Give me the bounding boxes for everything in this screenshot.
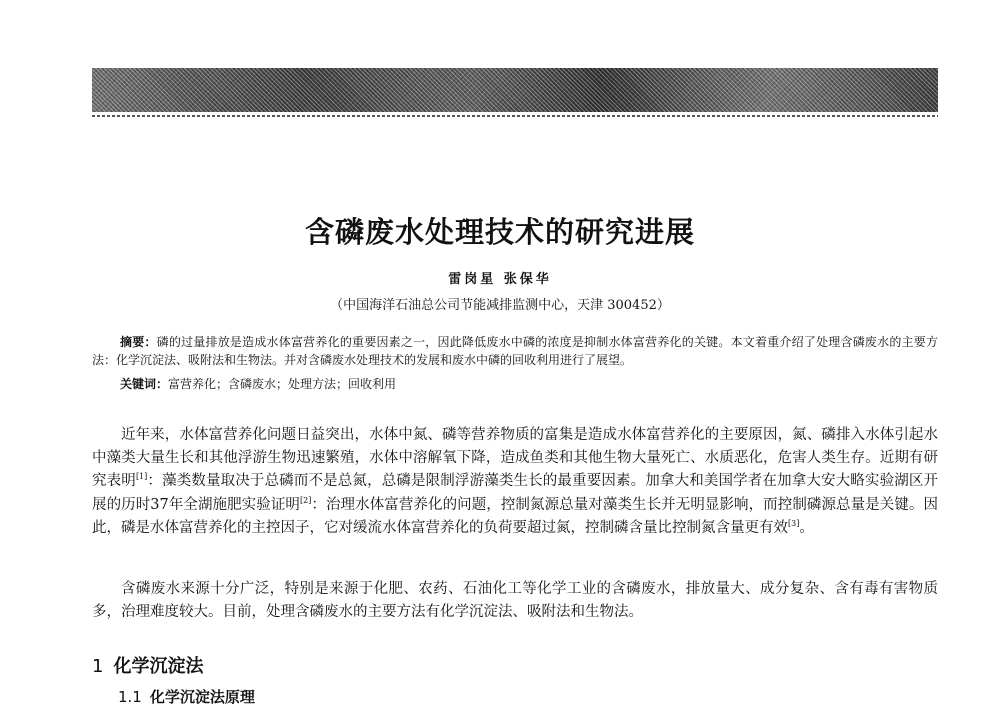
citation-ref-3: [3] [788, 518, 800, 528]
paragraph1-part4: 。 [799, 519, 814, 536]
keywords-label: 关键词： [120, 377, 169, 391]
body-paragraph-1 [92, 424, 938, 540]
journal-header-banner [92, 68, 938, 112]
section-heading-1 [92, 652, 203, 678]
section-title: 化学沉淀法 [113, 656, 204, 677]
abstract [92, 333, 938, 369]
paragraph1-part2: ：藻类数量取决于总磷而不是总氮，总磷是限制浮游藻类生长的最重要因素。加拿大和美国学者在加拿大安大略实验湖区开展的历时37年全湖施肥实验证明 [92, 473, 939, 513]
keywords-text: 富营养化；含磷废水；处理方法；回收利用 [168, 377, 397, 391]
abstract-label: 摘要： [120, 335, 157, 349]
authors: 雷岗星 张保华 [448, 272, 552, 287]
citation-ref-1: [1] [135, 472, 148, 482]
citation-ref-2: [2] [299, 495, 312, 505]
body-paragraph-2: 含磷废水来源十分广泛，特别是来源于化肥、农药、石油化工等化学工业的含磷废水，排放量大、成分复杂、含有毒有害物质多，治理难度较大。目前，处理含磷废水的主要方法有化学沉淀法、吸附法和生物法。 [92, 581, 938, 621]
subsection-number: 1.1 [118, 688, 142, 706]
keywords [120, 375, 938, 393]
paragraph1-part1: 近年来，水体富营养化问题日益突出，水体中氮、磷等营养物质的富集是造成水体富营养化的主要原因，氮、磷排入水体引起水中藻类大量生长和其他浮游生物迅速繁殖，水体中溶解氧下降，造成鱼类和其他生物大量死亡、水质恶化，危害人类生存。近期有研究表明 [92, 427, 938, 490]
affiliation: （中国海洋石油总公司节能减排监测中心，天津 300452） [330, 298, 670, 313]
section-number: 1 [92, 656, 104, 677]
abstract-text: 磷的过量排放是造成水体富营养化的重要因素之一，因此降低废水中磷的浓度是抑制水体富营养化的关键。本文着重介绍了处理含磷废水的主要方法：化学沉淀法、吸附法和生物法。并对含磷废水处理技术的发展和废水中磷的回收利用进行了展望。 [92, 335, 938, 367]
subsection-title: 化学沉淀法原理 [149, 688, 255, 706]
paragraph1-part3: ：治理水体富营养化的问题，控制氮源总量对藻类生长并无明显影响，而控制磷源总量是关键。因此，磷是水体富营养化的主控因子，它对缓流水体富营养化的负荷要超过氮，控制磷含量比控制氮含量更有效 [92, 496, 938, 536]
paper-title: 含磷废水处理技术的研究进展 [304, 215, 695, 249]
header-rule [92, 115, 938, 117]
